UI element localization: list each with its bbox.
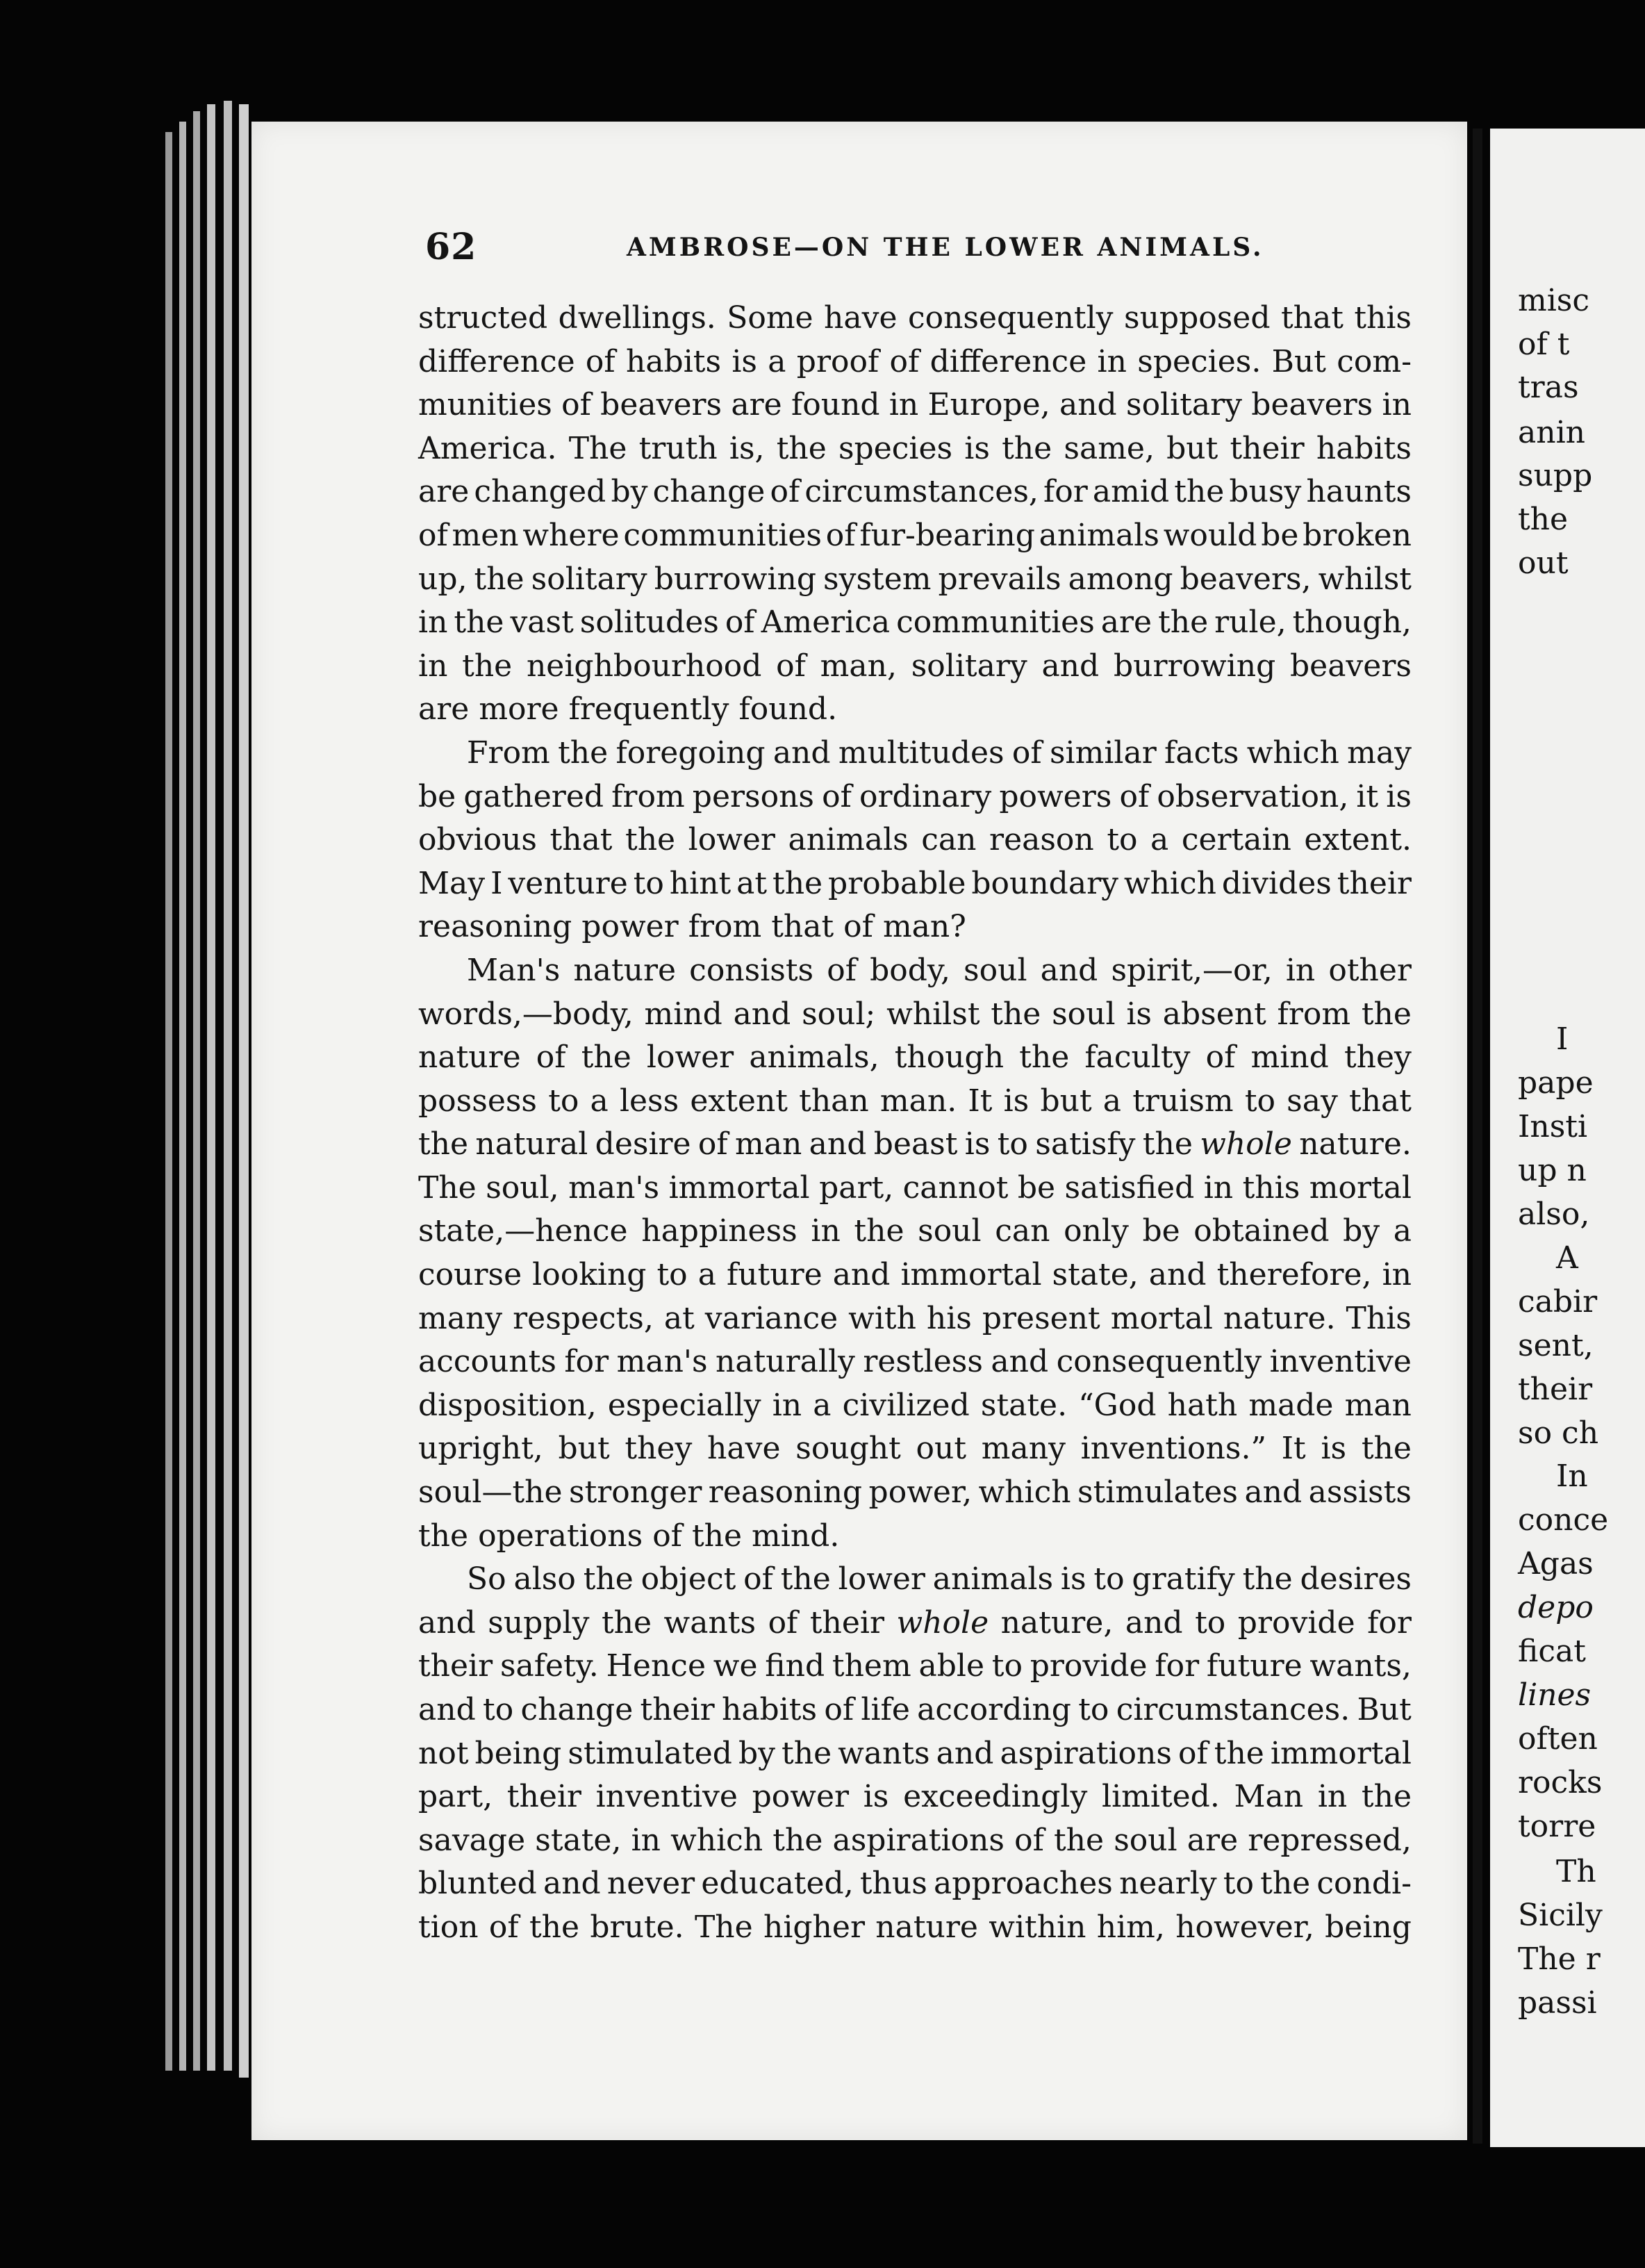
facing-page-fragment: of t (1518, 327, 1570, 362)
text-line: The soul, man's immortal part, cannot be satisfied in this mortal (418, 1169, 1412, 1206)
book-edge (165, 132, 172, 2071)
facing-page-fragment: rocks (1518, 1765, 1603, 1800)
book-edge (207, 104, 215, 2071)
text-line: part, their inventive power is exceedingly limited. Man in the (418, 1779, 1412, 1815)
body-text (418, 297, 1412, 1950)
text-line: reasoning power from that of man? (418, 909, 966, 945)
running-head: AMBROSE—ON THE LOWER ANIMALS. (627, 233, 1264, 262)
book-edge (239, 104, 249, 2078)
text-line: possess to a less extent than man. It is but a truism to say that (418, 1083, 1412, 1119)
facing-page-fragment: so ch (1518, 1415, 1599, 1451)
facing-page-fragment: I (1556, 1021, 1569, 1057)
text-line: in the neighbourhood of man, solitary and burrowing beavers (418, 648, 1412, 684)
facing-page-fragment: ficat (1518, 1634, 1586, 1669)
text-line: Man's nature consists of body, soul and spirit,—or, in other (467, 952, 1412, 988)
text-line: of men where communities of fur-bearing animals would be broken (418, 517, 1412, 553)
text-line: structed dwellings. Some have consequently supposed that this (418, 300, 1412, 336)
text-line: state,—hence happiness in the soul can only be obtained by a (418, 1213, 1412, 1249)
facing-page-fragment: conce (1518, 1502, 1609, 1538)
page-header (425, 226, 1432, 268)
facing-page-fragment: their (1518, 1372, 1593, 1407)
text-line: and to change their habits of life according to circumstances. But (418, 1692, 1412, 1727)
facing-page-fragment: torre (1518, 1809, 1596, 1844)
text-line: obvious that the lower animals can reason to a certain extent. (418, 822, 1412, 858)
text-line: be gathered from persons of ordinary powers of observation, it is (418, 778, 1412, 814)
facing-page-fragment: Sicily (1518, 1898, 1603, 1933)
facing-page-fragment: Th (1556, 1854, 1596, 1889)
text-line: their safety. Hence we find them able to provide for future wants, (418, 1648, 1412, 1684)
facing-page-fragment: passi (1518, 1985, 1597, 2021)
book-edge (224, 101, 232, 2071)
text-line: From the foregoing and multitudes of similar facts which may (467, 734, 1412, 771)
text-line: are more frequently found. (418, 691, 838, 728)
page-number: 62 (425, 226, 477, 268)
page-gutter (1473, 129, 1482, 2144)
text-line: in the vast solitudes of America communities are the rule, though, (418, 605, 1412, 641)
text-line: soul—the stronger reasoning power, which stimulates and assists (418, 1474, 1412, 1511)
book-page (251, 122, 1467, 2140)
text-line: nature of the lower animals, though the faculty of mind they (418, 1040, 1412, 1076)
facing-page-fragment: misc (1518, 283, 1590, 318)
text-line: May I venture to hint at the probable boundary which divides their (418, 865, 1412, 901)
book-edge (179, 122, 186, 2071)
book-edge (193, 111, 200, 2071)
facing-page-fragment: lines (1518, 1677, 1592, 1713)
text-line: blunted and never educated, thus approaches nearly to the condi- (418, 1866, 1412, 1902)
text-line: tion of the brute. The higher nature within him, however, being (418, 1909, 1412, 1945)
facing-page-fragment: supp (1518, 458, 1593, 493)
facing-page-fragment: The r (1518, 1941, 1601, 1977)
text-line: difference of habits is a proof of difference in species. But com- (418, 343, 1412, 379)
facing-page-fragment: Insti (1518, 1109, 1588, 1144)
text-line: disposition, especially in a civilized state. “God hath made man (418, 1387, 1412, 1423)
text-line: upright, but they have sought out many inventions.” It is the (418, 1431, 1412, 1467)
text-line: words,—body, mind and soul; whilst the soul is absent from the (418, 996, 1412, 1032)
facing-page-fragment: cabir (1518, 1284, 1598, 1320)
text-line: savage state, in which the aspirations of the soul are repressed, (418, 1822, 1412, 1858)
facing-page-fragment: A (1556, 1240, 1578, 1276)
facing-page-fragment: the (1518, 502, 1569, 537)
text-line: course looking to a future and immortal state, and therefore, in (418, 1257, 1412, 1293)
text-line: and supply the wants of their whole nature, and to provide for (418, 1604, 1412, 1641)
text-line: America. The truth is, the species is the same, but their habits (418, 430, 1412, 466)
facing-page (1490, 129, 1645, 2147)
facing-page-fragment: sent, (1518, 1328, 1594, 1363)
text-line: the natural desire of man and beast is to satisfy the whole nature. (418, 1126, 1412, 1162)
text-line: the operations of the mind. (418, 1518, 840, 1554)
facing-page-fragment: tras (1518, 370, 1579, 405)
facing-page-fragment: Agas (1518, 1546, 1594, 1581)
facing-page-fragment: up n (1518, 1153, 1587, 1188)
facing-page-fragment: pape (1518, 1065, 1594, 1101)
text-line: not being stimulated by the wants and aspirations of the immortal (418, 1735, 1412, 1771)
facing-page-fragment: anin (1518, 415, 1585, 450)
text-line: up, the solitary burrowing system prevails among beavers, whilst (418, 561, 1412, 597)
facing-page-fragment: often (1518, 1721, 1598, 1757)
text-line: So also the object of the lower animals is to gratify the desires (467, 1561, 1412, 1597)
text-line: munities of beavers are found in Europe, and solitary beavers in (418, 387, 1412, 423)
text-line: many respects, at variance with his present mortal nature. This (418, 1300, 1412, 1336)
facing-page-fragment: out (1518, 545, 1569, 581)
facing-page-fragment: depo (1518, 1590, 1594, 1625)
facing-page-fragment: also, (1518, 1197, 1590, 1232)
facing-page-fragment: In (1556, 1458, 1588, 1494)
text-line: accounts for man's naturally restless and consequently inventive (418, 1344, 1412, 1380)
text-line: are changed by change of circumstances, for amid the busy haunts (418, 474, 1412, 510)
